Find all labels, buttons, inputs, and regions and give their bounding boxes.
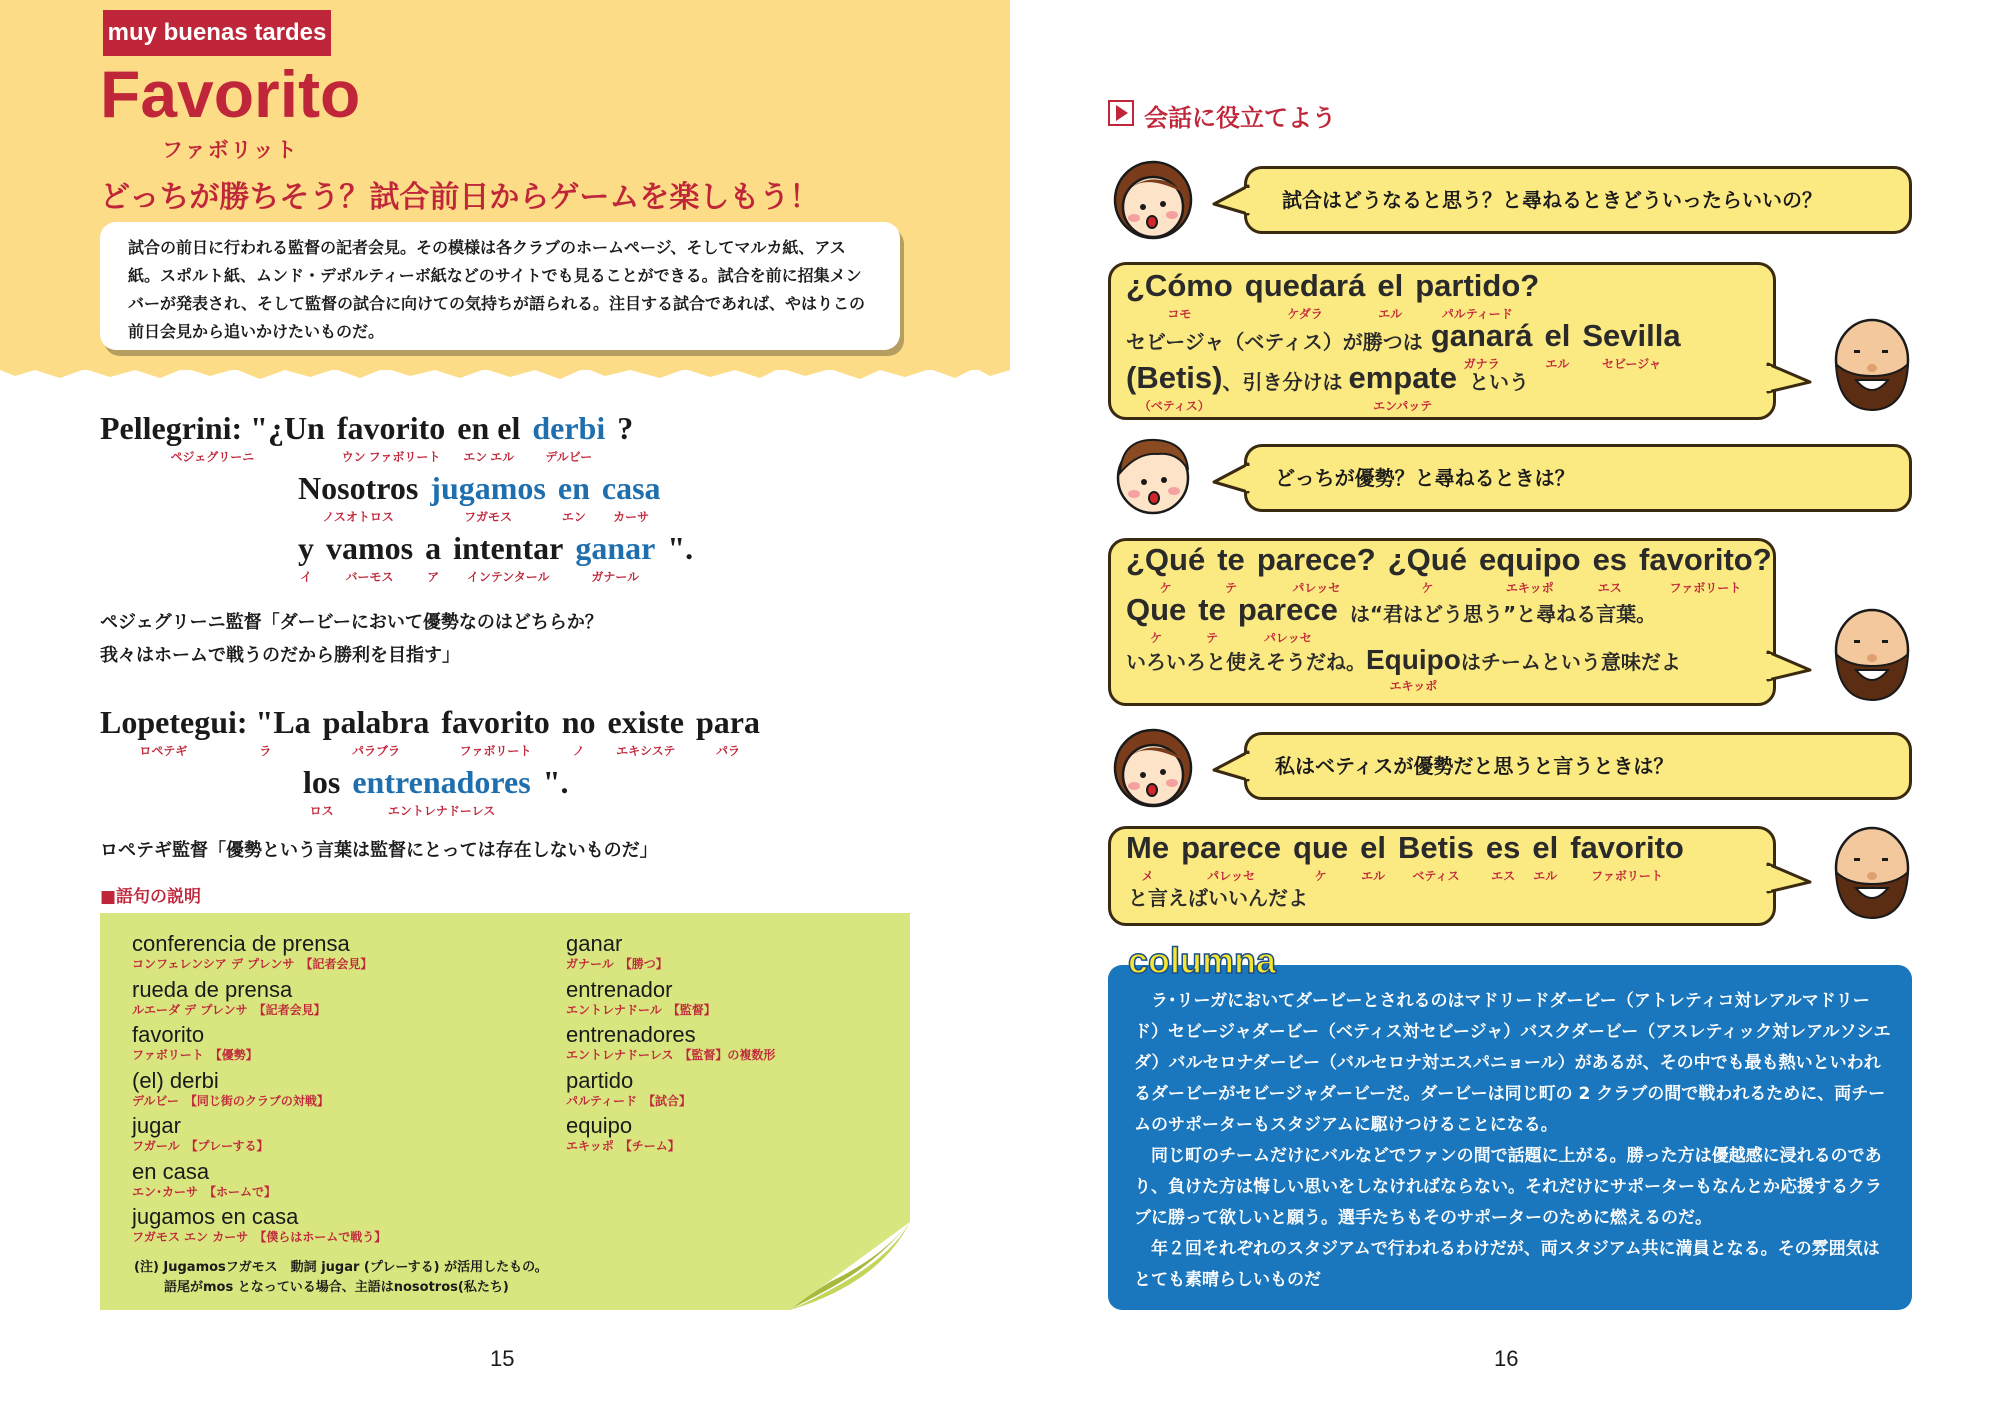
word-text: vamos	[326, 530, 414, 566]
word-reading: ロス	[309, 804, 334, 818]
glossary-item	[132, 1205, 386, 1245]
glossary-gloss: フガモス エン カーサ 【僕らはホームで戦う】	[132, 1230, 387, 1244]
quote1-line1	[100, 410, 645, 464]
ruby-word	[1486, 830, 1520, 883]
word-reading: パルティード	[1441, 307, 1513, 321]
glossary-item	[566, 1023, 775, 1063]
answer3-line2: と言えばいいんだよ	[1128, 886, 1308, 910]
ruby-word	[453, 530, 563, 584]
ruby-word	[1639, 542, 1772, 595]
word-reading: インテンタール	[466, 570, 550, 584]
word-reading: ベティス	[1412, 869, 1460, 883]
word-text: Me	[1126, 830, 1170, 865]
glossary-gloss: フガール 【プレーする】	[132, 1139, 269, 1153]
glossary-gloss: ガナール 【勝つ】	[566, 957, 668, 971]
ruby-word	[1593, 542, 1627, 595]
word-reading: エル	[1545, 357, 1570, 371]
girl-face-icon	[1108, 152, 1198, 246]
glossary-term: jugar	[132, 1113, 181, 1138]
word-text: en	[557, 470, 590, 506]
ruby-word	[1544, 318, 1570, 371]
word-reading: ガナール	[591, 570, 640, 584]
glossary-item	[566, 1069, 691, 1109]
ruby-word	[323, 704, 430, 758]
word-text: entrenadores	[352, 764, 531, 800]
glossary-gloss: エントレナドール 【監督】	[566, 1002, 716, 1017]
glossary-term: conferencia de prensa	[132, 931, 350, 956]
word-text: el	[1360, 830, 1387, 865]
ruby-word	[430, 470, 546, 524]
word-text: existe	[607, 704, 684, 740]
glossary-gloss: パルティード 【試合】	[566, 1093, 692, 1108]
glossary-term: entrenadores	[566, 1022, 696, 1047]
glossary-gloss: コンフェレンシア デ プレンサ 【記者会見】	[132, 957, 373, 971]
quote1-translation	[100, 606, 603, 672]
word-reading: ファボリート	[459, 744, 532, 758]
word-reading: エス	[1597, 581, 1622, 595]
girl-face-icon	[1108, 720, 1198, 814]
ruby-word	[1388, 542, 1467, 595]
word-reading: エントレナドーレス	[387, 804, 496, 818]
answer1-betis-reading: （ベティス）	[1138, 399, 1210, 413]
ruby-word	[696, 704, 760, 758]
word-reading: ノスオトロス	[322, 510, 394, 524]
answer2-equipo-reading: エキッポ	[1389, 679, 1438, 693]
word-text: quedará	[1244, 268, 1366, 303]
glossary-term: en casa	[132, 1158, 210, 1184]
boy-face-icon	[1108, 428, 1198, 522]
word-text: los	[303, 764, 341, 800]
ruby-word	[1126, 542, 1205, 595]
glossary-gloss: エン･カーサ 【ホームで】	[132, 1184, 277, 1199]
torn-paper-edge	[0, 360, 1010, 386]
word-reading: エキシステ	[616, 744, 676, 758]
word-text: ¿Qué	[1126, 542, 1206, 577]
word-reading: ペジェグリーニ	[170, 450, 255, 464]
word-text: ?	[617, 410, 634, 446]
glossary-gloss: エントレナドーレス 【監督】の複数形	[566, 1048, 776, 1062]
ruby-word	[441, 704, 549, 758]
ruby-word	[1360, 830, 1386, 883]
word-text: Sevilla	[1582, 318, 1681, 353]
answer1-betis	[1126, 360, 1222, 413]
answer1-line3-jp2: という	[1469, 370, 1529, 394]
answer1-line3-jp1: 、引き分けは	[1222, 370, 1343, 394]
word-text: a	[425, 530, 442, 566]
word-text: que	[1293, 830, 1349, 865]
glossary-gloss: ファボリート 【優勢】	[132, 1048, 258, 1062]
glossary-box	[100, 913, 910, 1310]
ruby-word	[1198, 592, 1226, 645]
glossary-heading: ■語句の説明	[100, 887, 202, 907]
ruby-word	[298, 530, 314, 584]
ruby-word	[1415, 268, 1539, 321]
ruby-word	[617, 410, 633, 464]
word-text: el	[1377, 268, 1404, 303]
glossary-gloss: ルエーダ デ プレンサ 【記者会見】	[132, 1002, 326, 1017]
answer1-betis-text: (Betis)	[1126, 360, 1223, 395]
ruby-word	[1238, 592, 1338, 645]
word-text: no	[561, 704, 596, 740]
word-text: Betis	[1398, 830, 1474, 865]
glossary-term: ganar	[566, 931, 623, 956]
word-reading: パレッセ	[1263, 631, 1312, 645]
word-reading: テ	[1225, 581, 1238, 595]
word-text: parece	[1237, 592, 1338, 627]
ruby-word	[1570, 830, 1684, 883]
word-reading: セビージャ	[1601, 357, 1661, 371]
word-reading: ノ	[572, 744, 585, 758]
answer2-line3	[1126, 644, 1681, 693]
glossary-item	[566, 978, 716, 1018]
answer2-equipo-text: Equipo	[1366, 644, 1461, 675]
answer1-empate-reading: エンパッテ	[1373, 399, 1433, 413]
word-text: parece?	[1256, 542, 1376, 577]
ruby-word	[337, 410, 445, 464]
quote1-line3	[298, 530, 705, 584]
answer1-line1	[1126, 268, 1551, 321]
word-reading: ウン ファボリート	[341, 450, 441, 464]
word-text: derbi	[532, 410, 606, 446]
word-text: es	[1592, 542, 1628, 577]
word-reading: ファボリート	[1669, 581, 1742, 595]
glossary-term: equipo	[566, 1113, 633, 1138]
word-text: Nosotros	[298, 470, 419, 506]
word-reading: パレッセ	[1207, 869, 1255, 883]
word-reading: メ	[1141, 869, 1154, 883]
glossary-item	[132, 1160, 276, 1200]
word-reading: ガナラ	[1463, 357, 1500, 371]
bubble-tail	[1764, 650, 1814, 684]
answer2-line1	[1126, 542, 1784, 595]
glossary-term: rueda de prensa	[132, 976, 293, 1002]
ruby-word	[608, 704, 684, 758]
glossary-item	[132, 1023, 258, 1063]
page-title: Favorito	[100, 57, 361, 131]
bubble-tail	[1212, 462, 1252, 496]
ruby-word	[298, 470, 418, 524]
columna-paragraph-1: ラ･リーガにおいてダービーとされるのはマドリードダービー（アトレティコ対レアルマドリード）セビージャダービー（ベティス対セビージャ）バスクダービー（アスレティック対レアルソシエダ）バルセロナダービー（バルセロナ対エスパニョール）があるが、その中でも最も熱いといわれるダービーがセビージャダービーだ。ダービーは同じ町の 2 クラブの間で戦われるために、両チームのサポーターもスタジアムに駆けつけることになる。	[1134, 991, 1891, 1135]
word-text: para	[695, 704, 760, 740]
word-text: ¿Qué	[1387, 542, 1467, 577]
bubble-tail	[1764, 862, 1814, 896]
ruby-word	[1293, 830, 1348, 883]
ruby-word	[425, 530, 441, 584]
word-text: el	[1544, 318, 1571, 353]
ruby-word	[326, 530, 413, 584]
glossary-term: entrenador	[566, 976, 673, 1002]
ruby-word	[602, 470, 661, 524]
glossary-gloss: エキッポ 【チーム】	[566, 1139, 680, 1153]
glossary-item	[132, 1069, 329, 1109]
word-text: Pellegrini: "¿Un	[100, 410, 325, 446]
columna-paragraph-2: 同じ町のチームだけにバルなどでファンの間で話題に上がる。勝った方は優越感に浸れるのであり、負けた方は悔しい思いをしなければならない。それだけにサポーターもなんとか応援するクラブに勝って欲しいと願う。選手たちもそのサポーターのために燃えるのだ。	[1134, 1146, 1882, 1228]
answer2-equipo	[1366, 644, 1461, 693]
page-subtitle: どっちが勝ちそう？試合前日からゲームを楽しもう！	[100, 180, 820, 215]
word-text: favorito?	[1639, 542, 1772, 577]
glossary-item	[132, 1114, 269, 1154]
question-text-2: どっちが優勢？と尋ねるときは？	[1275, 466, 1575, 490]
question-text-3: 私はベティスが優勢だと思うと言うときは？	[1275, 754, 1674, 778]
glossary-item	[566, 1114, 680, 1154]
glossary-term: favorito	[132, 1022, 205, 1047]
word-reading	[554, 804, 557, 818]
word-reading: ケ	[1150, 631, 1163, 645]
glossary-note-line1: (注) Jugamosフガモス 動詞 jugar (プレーする) が活用したもの。	[134, 1260, 548, 1275]
intro-box	[100, 222, 900, 350]
word-text: intentar	[453, 530, 564, 566]
glossary-item	[132, 932, 372, 972]
word-text: favorito	[1570, 830, 1684, 865]
quote1-line2	[298, 470, 673, 524]
play-icon	[1108, 100, 1134, 130]
columna-title: columna	[1128, 940, 1277, 981]
glossary-note	[134, 1258, 548, 1298]
word-reading: ケダラ	[1287, 307, 1323, 321]
word-text: equipo	[1478, 542, 1581, 577]
glossary-term: partido	[566, 1067, 634, 1093]
word-text: ".	[542, 764, 569, 800]
ruby-word	[1181, 830, 1281, 883]
answer3-line1	[1126, 830, 1696, 883]
word-text: es	[1485, 830, 1521, 865]
word-reading: エス	[1491, 869, 1516, 883]
word-reading: カーサ	[613, 510, 650, 524]
word-text: palabra	[322, 704, 430, 740]
bearded-man-face-icon	[1826, 604, 1918, 708]
ruby-word	[303, 764, 340, 818]
word-reading: ファボリート	[1591, 869, 1663, 883]
word-reading: コモ	[1167, 307, 1192, 321]
glossary-note-line2: 語尾がmos となっている場合、主語はnosotros(私たち)	[164, 1280, 509, 1295]
ruby-word	[100, 704, 311, 758]
answer1-empate-text: empate	[1348, 360, 1457, 395]
bearded-man-face-icon	[1826, 314, 1918, 418]
word-text: favorito	[336, 410, 446, 446]
answer2-line3-jp1: いろいろと使えそうだね。	[1126, 650, 1366, 674]
word-reading: ケ	[1159, 581, 1172, 595]
word-reading: エル	[1378, 307, 1403, 321]
word-reading: ロペテギ ラ	[139, 744, 272, 758]
word-text: te	[1217, 542, 1245, 577]
quote1-translation-line1: ペジェグリーニ監督「ダービーにおいて優勢なのはどちらか？	[100, 612, 603, 633]
word-text: ganará	[1430, 318, 1533, 353]
ruby-word	[562, 704, 596, 758]
page-number-right: 16	[1494, 1346, 1519, 1371]
answer1-line3	[1126, 360, 1529, 413]
question-text-1: 試合はどうなると思う？と尋ねるときどういったらいいの？	[1282, 188, 1822, 212]
answer2-line2-jp: は“君はどう思う”と尋ねる言葉。	[1349, 602, 1657, 626]
bubble-tail	[1764, 362, 1814, 396]
word-reading: イ	[299, 570, 312, 584]
ruby-word	[532, 410, 605, 464]
word-reading: テ	[1206, 631, 1219, 645]
ruby-word	[543, 764, 569, 818]
ruby-word	[457, 410, 520, 464]
ruby-word	[1245, 268, 1366, 321]
ruby-word	[1532, 830, 1558, 883]
ruby-word	[1377, 268, 1403, 321]
word-text: ".	[667, 530, 694, 566]
word-text: parece	[1181, 830, 1282, 865]
word-reading: ケ	[1314, 869, 1327, 883]
ruby-word	[1398, 830, 1474, 883]
bubble-tail	[1212, 750, 1252, 784]
glossary-term: (el) derbi	[132, 1067, 219, 1093]
ruby-word	[1479, 542, 1581, 595]
word-reading: パラブラ	[351, 744, 400, 758]
ruby-word	[1126, 592, 1186, 645]
quote2-translation: ロペテギ監督「優勢という言葉は監督にとっては存在しないものだ」	[100, 840, 658, 861]
word-reading: パラ	[715, 744, 740, 758]
ruby-word	[1582, 318, 1680, 371]
word-reading: ケ	[1421, 581, 1434, 595]
page-curl	[790, 1222, 910, 1310]
columna-paragraph-3: 年２回それぞれのスタジアムで行われるわけだが、両スタジアム共に満員となる。その雰囲気はとても素晴らしいものだ	[1134, 1239, 1880, 1290]
ruby-word	[352, 764, 530, 818]
intro-text: 試合の前日に行われる監督の記者会見。その模様は各クラブのホームページ、そしてマルカ紙、アス紙。スポルト紙、ムンド・デポルティーボ紙などのサイトでも見ることができる。試合を前に招集メンバーが発表され、そして監督の試合に向けての気持ちが語られる。注目する試合であれば、やはりこの前日会見から追いかけたいものだ。	[128, 238, 865, 341]
word-text: en el	[457, 410, 521, 446]
glossary-term: jugamos en casa	[132, 1204, 299, 1229]
title-reading: ファボリット	[162, 138, 299, 162]
bearded-man-face-icon	[1826, 822, 1918, 926]
word-text: partido?	[1415, 268, 1540, 303]
word-reading: バーモス	[345, 570, 394, 584]
answer1-empate	[1348, 360, 1457, 413]
word-text: ganar	[575, 530, 656, 566]
quote2-line2	[303, 764, 580, 818]
word-text: ¿Cómo	[1126, 268, 1233, 303]
ruby-word	[1126, 268, 1233, 321]
word-text: el	[1532, 830, 1559, 865]
glossary-gloss: デルビー 【同じ街のクラブの対戦】	[132, 1093, 329, 1108]
word-text: y	[298, 530, 314, 566]
glossary-item	[566, 932, 668, 972]
columna-text	[1134, 986, 1892, 1296]
section-title: 会話に役立てよう	[1144, 104, 1336, 132]
word-reading: エル	[1361, 869, 1386, 883]
bubble-tail	[1212, 184, 1252, 218]
ruby-word	[667, 530, 693, 584]
word-text: Que	[1126, 592, 1187, 627]
ruby-word	[1126, 830, 1169, 883]
answer2-line2-es	[1126, 592, 1350, 645]
ruby-word	[575, 530, 655, 584]
quote2-line1	[100, 704, 772, 758]
word-reading	[679, 570, 682, 584]
word-reading: ア	[427, 570, 440, 584]
quote1-translation-line2: 我々はホームで戦うのだから勝利を目指す」	[100, 645, 460, 666]
ruby-word	[1217, 542, 1245, 595]
word-reading: デルビー	[545, 450, 593, 464]
ruby-word	[100, 410, 325, 464]
word-text: Lopetegui: "La	[100, 704, 311, 740]
answer1-line2-jp: セビージャ（ベティス）が勝つは	[1126, 330, 1423, 354]
page-number-left: 15	[490, 1346, 515, 1371]
word-reading: エン	[561, 510, 586, 524]
word-reading: エル	[1533, 869, 1558, 883]
word-text: jugamos	[430, 470, 546, 506]
word-reading: エン エル	[463, 450, 515, 464]
answer2-line3-jp2: はチームという意味だよ	[1460, 650, 1681, 674]
word-reading: エキッポ	[1505, 581, 1554, 595]
word-reading: フガモス	[464, 510, 513, 524]
word-reading: パレッセ	[1292, 581, 1341, 595]
glossary-item	[132, 978, 326, 1018]
word-text: te	[1198, 592, 1226, 627]
answer2-line2	[1126, 592, 1656, 645]
ruby-word	[558, 470, 590, 524]
ruby-word	[1257, 542, 1376, 595]
word-reading	[624, 450, 627, 464]
word-text: favorito	[441, 704, 550, 740]
section-tag: muy buenas tardes	[103, 10, 331, 56]
word-text: casa	[601, 470, 661, 506]
